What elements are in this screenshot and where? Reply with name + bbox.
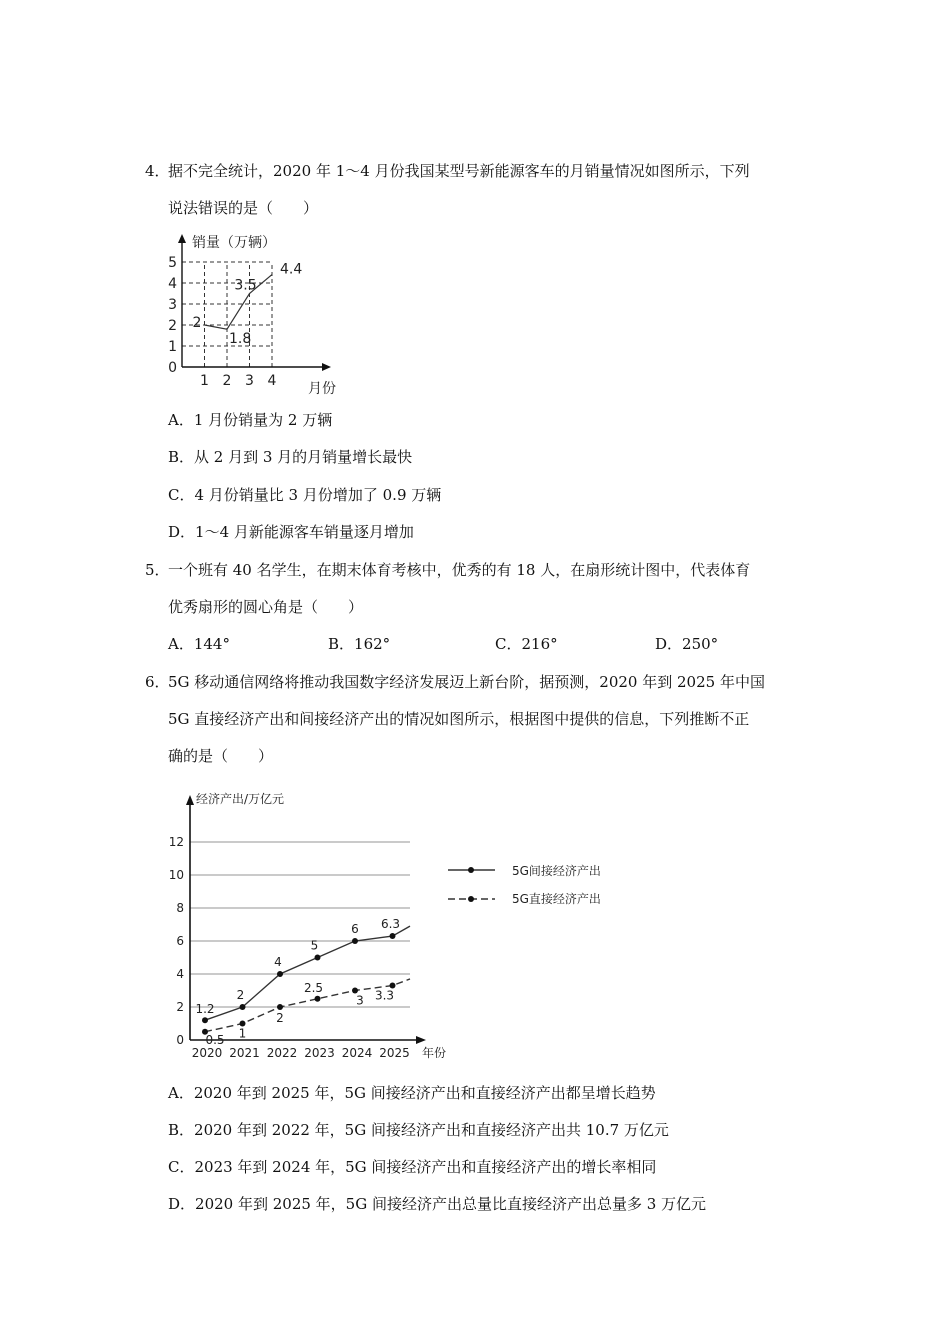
y-axis-title: 销量（万辆） <box>192 235 276 251</box>
indirect-point <box>202 1017 208 1023</box>
q5-option-a[interactable]: A．144° <box>168 635 230 653</box>
y-tick-label: 1 <box>168 339 177 355</box>
q4-option-a[interactable]: A．1 月份销量为 2 万辆 <box>168 411 333 429</box>
data-label: 2 <box>192 315 202 331</box>
direct-data-label: 3.3 <box>374 988 395 1003</box>
direct-data-label: 2 <box>276 1011 284 1025</box>
data-label: 1.8 <box>229 331 252 348</box>
indirect-point <box>390 933 396 939</box>
legend-direct-marker <box>468 896 474 902</box>
data-label: 4.4 <box>280 261 303 278</box>
x-tick-label: 2022 <box>266 1046 298 1060</box>
q6-option-c[interactable]: C．2023 年到 2024 年，5G 间接经济产出和直接经济产出的增长率相同 <box>168 1158 657 1176</box>
y-axis-arrow <box>178 234 186 243</box>
legend-direct-label: 5G直接经济产出 <box>512 892 601 906</box>
indirect-data-label: 5 <box>310 938 319 953</box>
x-tick-label: 4 <box>267 373 277 389</box>
x-tick-label: 2021 <box>229 1046 260 1060</box>
q4-option-b[interactable]: B．从 2 月到 3 月的月销量增长最快 <box>168 448 413 466</box>
indirect-data-label: 1.2 <box>195 1002 215 1017</box>
y-tick-label: 12 <box>168 835 184 849</box>
data-label: 3.5 <box>234 277 257 294</box>
direct-data-label: 0.5 <box>205 1032 225 1047</box>
q6-stem-line3: 确的是（ ） <box>168 747 274 765</box>
x-axis-title: 年份 <box>422 1046 447 1060</box>
x-tick-label: 2025 <box>379 1046 410 1060</box>
y-tick-label: 5 <box>168 255 177 271</box>
y-tick-label: 2 <box>176 1000 184 1014</box>
q6-number: 6． <box>145 673 170 691</box>
direct-point <box>277 1004 283 1010</box>
q5-option-d[interactable]: D．250° <box>655 635 719 653</box>
y-tick-label: 10 <box>168 868 184 882</box>
indirect-point <box>315 955 321 961</box>
y-tick-label: 4 <box>168 276 177 292</box>
q6-option-b[interactable]: B．2020 年到 2022 年，5G 间接经济产出和直接经济产出共 10.7 万亿元 <box>168 1121 669 1139</box>
q4-number: 4． <box>145 162 170 180</box>
q4-option-d[interactable]: D．1～4 月新能源客车销量逐月增加 <box>168 523 414 541</box>
y-axis-arrow <box>186 795 194 805</box>
q4-option-c[interactable]: C．4 月份销量比 3 月份增加了 0.9 万辆 <box>168 486 442 504</box>
y-tick-label: 0 <box>176 1033 184 1047</box>
q6-5g-output-chart <box>160 785 640 1070</box>
x-tick-label: 2 <box>222 373 232 389</box>
x-tick-label: 2023 <box>304 1046 335 1060</box>
y-tick-label: 2 <box>168 318 177 334</box>
q4-sales-chart <box>160 225 360 400</box>
indirect-data-label: 4 <box>274 955 282 969</box>
x-tick-label: 3 <box>245 373 254 389</box>
q4-stem-line1: 据不完全统计，2020 年 1～4 月份我国某型号新能源客车的月销量情况如图所示，下列 <box>168 162 750 180</box>
q6-stem-line2: 5G 直接经济产出和间接经济产出的情况如图所示，根据图中提供的信息，下列推断不正 <box>168 710 750 728</box>
q5-stem-line1: 一个班有 40 名学生，在期末体育考核中，优秀的有 18 人，在扇形统计图中，代表体育 <box>168 561 751 579</box>
x-tick-label: 1 <box>200 373 209 389</box>
q5-option-b[interactable]: B．162° <box>328 635 391 653</box>
q6-stem-line1: 5G 移动通信网络将推动我国数字经济发展迈上新台阶，据预测，2020 年到 2025 年中国 <box>168 673 765 691</box>
direct-point <box>315 996 321 1002</box>
y-tick-label: 0 <box>168 360 177 376</box>
y-tick-label: 8 <box>176 901 184 915</box>
x-tick-label: 2024 <box>341 1046 373 1060</box>
q5-number: 5． <box>145 561 170 579</box>
indirect-data-label: 6.3 <box>380 917 401 932</box>
y-tick-label: 3 <box>168 297 177 313</box>
direct-data-label: 1 <box>238 1026 247 1041</box>
q5-option-c[interactable]: C．216° <box>495 635 558 653</box>
y-tick-label: 4 <box>176 967 184 981</box>
indirect-point <box>240 1004 246 1010</box>
indirect-point <box>352 938 358 944</box>
x-axis-title: 月份 <box>308 381 336 397</box>
q5-stem-line2: 优秀扇形的圆心角是（ ） <box>168 598 364 616</box>
x-tick-label: 2020 <box>191 1046 223 1060</box>
direct-data-label: 2.5 <box>303 980 324 995</box>
indirect-output-line <box>205 926 410 1020</box>
legend-indirect-marker <box>468 867 474 873</box>
x-axis-arrow <box>322 363 331 371</box>
x-axis-arrow <box>416 1036 426 1044</box>
q6-option-d[interactable]: D．2020 年到 2025 年，5G 间接经济产出总量比直接经济产出总量多 3 万亿元 <box>168 1195 707 1213</box>
q6-option-a[interactable]: A．2020 年到 2025 年，5G 间接经济产出和直接经济产出都呈增长趋势 <box>168 1084 656 1102</box>
q4-stem-line2: 说法错误的是（ ） <box>168 199 319 217</box>
y-tick-label: 6 <box>176 934 184 948</box>
legend-indirect-label: 5G间接经济产出 <box>512 864 601 878</box>
indirect-data-label: 6 <box>351 922 359 936</box>
y-axis-title: 经济产出/万亿元 <box>196 792 285 806</box>
indirect-point <box>277 971 283 977</box>
indirect-data-label: 2 <box>236 988 245 1002</box>
direct-data-label: 3 <box>356 993 364 1008</box>
